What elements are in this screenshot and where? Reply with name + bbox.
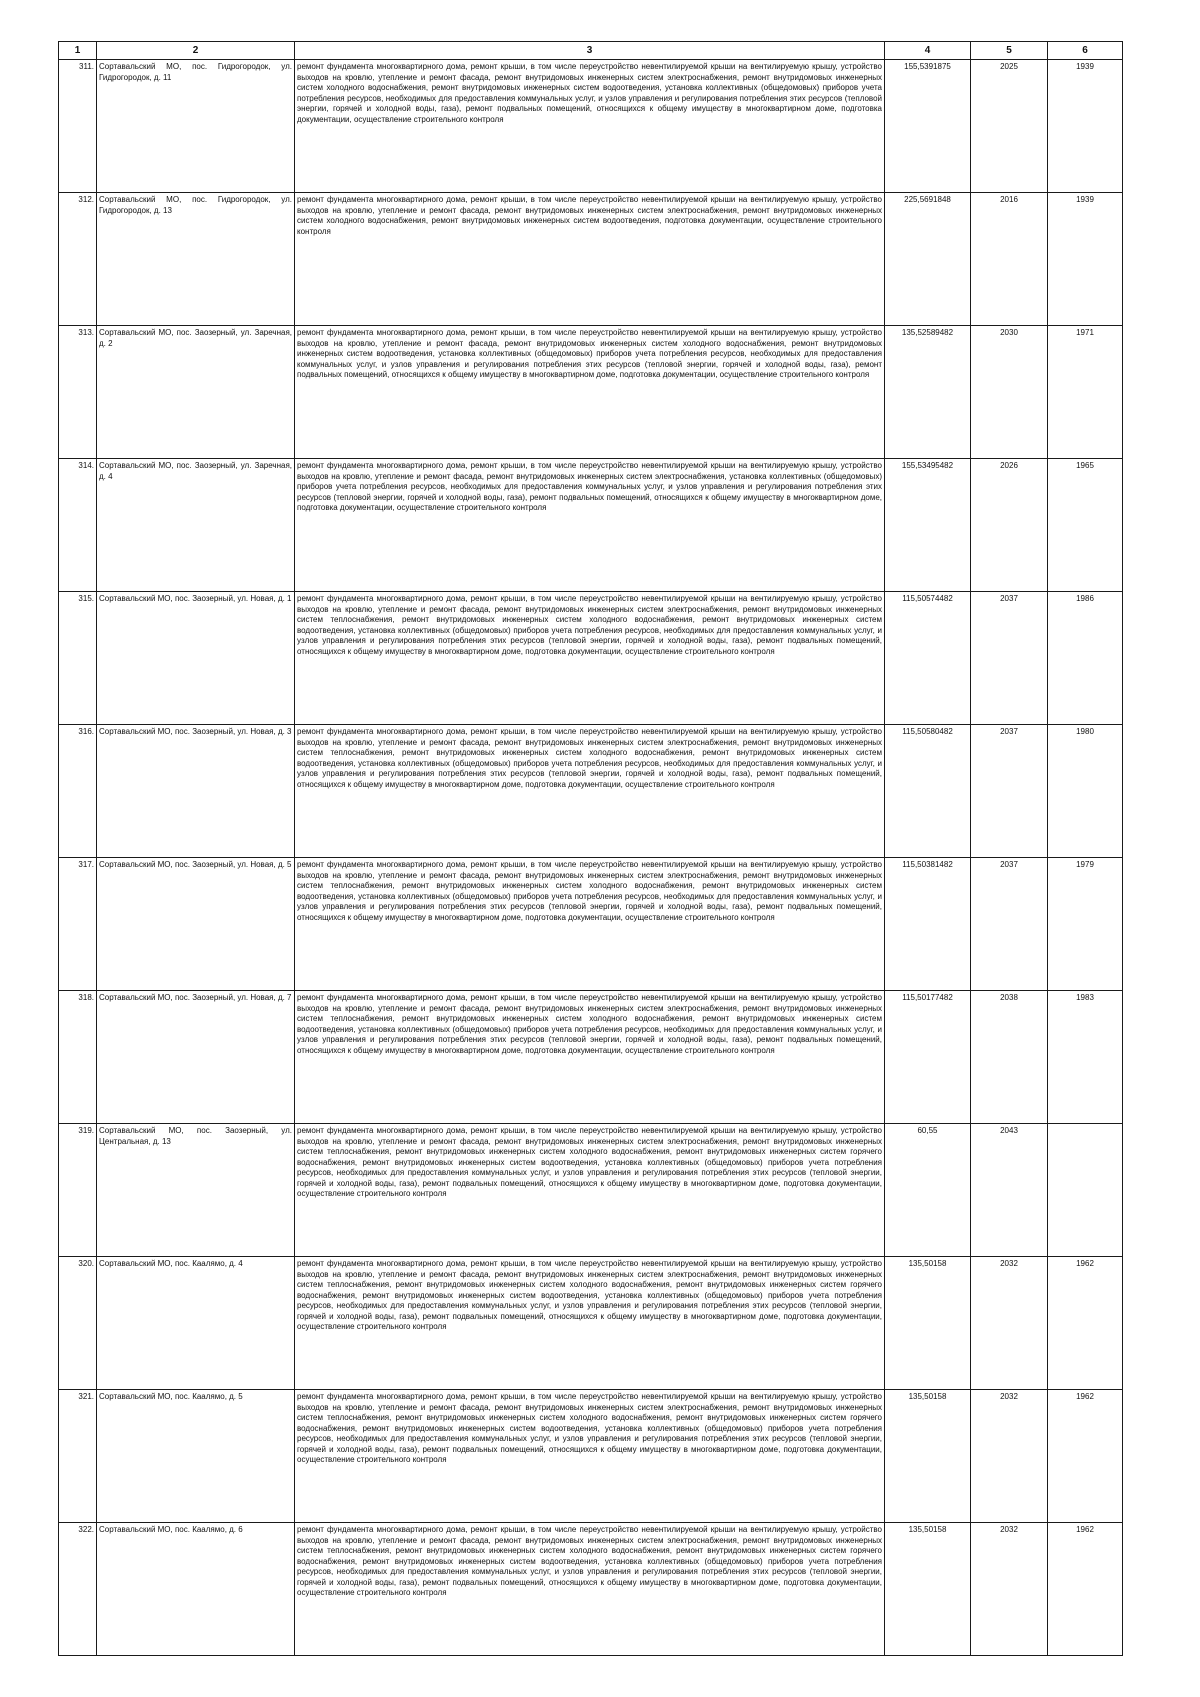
table-row <box>59 1390 1123 1523</box>
year-cell: 2032 <box>971 1390 1048 1523</box>
row-number: 318. <box>59 991 97 1124</box>
works-cell: ремонт фундамента многоквартирного дома, ремонт крыши, в том числе переустройство невентилируемой крыши на вентилируемую крышу, устройство выходов на кровлю, утепление и ремонт фасада, ремонт внутридомовых инженерных систем электроснабжения, ремонт внутридомовых инженерных систем теплоснабжения, ремонт внутридомовых инженерных систем холодного водоснабжения, ремонт внутридомовых инженерных систем горячего водоснабжения, ремонт внутридомовых инженерных систем водоотведения, установка коллективных (общедомовых) приборов учета потребления ресурсов, необходимых для предоставления коммунальных услуг, и узлов управления и регулирования потребления этих ресурсов (тепловой энергии, горячей и холодной воды, газа), ремонт подвальных помещений, относящихся к общему имуществу в многоквартирном доме, подготовка документации, осуществление строительного контроля <box>295 1257 885 1390</box>
row-number: 315. <box>59 592 97 725</box>
address-cell: Сортавальский МО, пос. Заозерный, ул. Новая, д. 1 <box>97 592 295 725</box>
address-cell: Сортавальский МО, пос. Каалямо, д. 6 <box>97 1523 295 1656</box>
column-header-6: 6 <box>1048 42 1123 60</box>
value-cell: 60,55 <box>885 1124 971 1257</box>
year-cell: 2037 <box>971 725 1048 858</box>
value-cell: 155,53495482 <box>885 459 971 592</box>
year-cell: 2043 <box>971 1124 1048 1257</box>
row-number: 311. <box>59 60 97 193</box>
value-cell: 115,50580482 <box>885 725 971 858</box>
year-cell: 2038 <box>971 991 1048 1124</box>
built-year-cell: 1962 <box>1048 1523 1123 1656</box>
row-number: 319. <box>59 1124 97 1257</box>
table-row <box>59 60 1123 193</box>
year-cell: 2032 <box>971 1523 1048 1656</box>
program-table <box>58 41 1123 1656</box>
address-cell: Сортавальский МО, пос. Заозерный, ул. Новая, д. 3 <box>97 725 295 858</box>
address-cell: Сортавальский МО, пос. Заозерный, ул. Новая, д. 5 <box>97 858 295 991</box>
built-year-cell: 1962 <box>1048 1390 1123 1523</box>
table-row <box>59 193 1123 326</box>
year-cell: 2026 <box>971 459 1048 592</box>
works-cell: ремонт фундамента многоквартирного дома, ремонт крыши, в том числе переустройство невентилируемой крыши на вентилируемую крышу, устройство выходов на кровлю, утепление и ремонт фасада, ремонт внутридомовых инженерных систем электроснабжения, ремонт внутридомовых инженерных систем теплоснабжения, ремонт внутридомовых инженерных систем холодного водоснабжения, ремонт внутридомовых инженерных систем водоотведения, установка коллективных (общедомовых) приборов учета потребления ресурсов, необходимых для предоставления коммунальных услуг, и узлов управления и регулирования потребления этих ресурсов (тепловой энергии, горячей и холодной воды, газа), ремонт подвальных помещений, относящихся к общему имуществу в многоквартирном доме, подготовка документации, осуществление строительного контроля <box>295 592 885 725</box>
built-year-cell: 1965 <box>1048 459 1123 592</box>
column-header-1: 1 <box>59 42 97 60</box>
works-cell: ремонт фундамента многоквартирного дома, ремонт крыши, в том числе переустройство невентилируемой крыши на вентилируемую крышу, устройство выходов на кровлю, утепление и ремонт фасада, ремонт внутридомовых инженерных систем электроснабжения, ремонт внутридомовых инженерных систем теплоснабжения, ремонт внутридомовых инженерных систем холодного водоснабжения, ремонт внутридомовых инженерных систем водоотведения, установка коллективных (общедомовых) приборов учета потребления ресурсов, необходимых для предоставления коммунальных услуг, и узлов управления и регулирования потребления этих ресурсов (тепловой энергии, горячей и холодной воды, газа), ремонт подвальных помещений, относящихся к общему имуществу в многоквартирном доме, подготовка документации, осуществление строительного контроля <box>295 725 885 858</box>
year-cell: 2025 <box>971 60 1048 193</box>
address-cell: Сортавальский МО, пос. Заозерный, ул. Центральная, д. 13 <box>97 1124 295 1257</box>
works-cell: ремонт фундамента многоквартирного дома, ремонт крыши, в том числе переустройство невентилируемой крыши на вентилируемую крышу, устройство выходов на кровлю, утепление и ремонт фасада, ремонт внутридомовых инженерных систем электроснабжения, ремонт внутридомовых инженерных систем теплоснабжения, ремонт внутридомовых инженерных систем холодного водоснабжения, ремонт внутридомовых инженерных систем горячего водоснабжения, ремонт внутридомовых инженерных систем водоотведения, установка коллективных (общедомовых) приборов учета потребления ресурсов, необходимых для предоставления коммунальных услуг, и узлов управления и регулирования потребления этих ресурсов (тепловой энергии, горячей и холодной воды, газа), ремонт подвальных помещений, относящихся к общему имуществу в многоквартирном доме, подготовка документации, осуществление строительного контроля <box>295 1124 885 1257</box>
row-number: 321. <box>59 1390 97 1523</box>
works-cell: ремонт фундамента многоквартирного дома, ремонт крыши, в том числе переустройство невентилируемой крыши на вентилируемую крышу, устройство выходов на кровлю, утепление и ремонт фасада, ремонт внутридомовых инженерных систем электроснабжения, ремонт внутридомовых инженерных систем теплоснабжения, ремонт внутридомовых инженерных систем холодного водоснабжения, ремонт внутридомовых инженерных систем водоотведения, установка коллективных (общедомовых) приборов учета потребления ресурсов, необходимых для предоставления коммунальных услуг, и узлов управления и регулирования потребления этих ресурсов (тепловой энергии, горячей и холодной воды, газа), ремонт подвальных помещений, относящихся к общему имуществу в многоквартирном доме, подготовка документации, осуществление строительного контроля <box>295 991 885 1124</box>
built-year-cell: 1980 <box>1048 725 1123 858</box>
value-cell: 115,50177482 <box>885 991 971 1124</box>
row-number: 316. <box>59 725 97 858</box>
year-cell: 2037 <box>971 592 1048 725</box>
works-cell: ремонт фундамента многоквартирного дома, ремонт крыши, в том числе переустройство невентилируемой крыши на вентилируемую крышу, устройство выходов на кровлю, утепление и ремонт фасада, ремонт внутридомовых инженерных систем холодного водоснабжения, ремонт внутридомовых инженерных систем водоотведения, установка коллективных (общедомовых) приборов учета потребления ресурсов, необходимых для предоставления коммунальных услуг, и узлов управления и регулирования потребления этих ресурсов (тепловой энергии, горячей и холодной воды, газа), ремонт подвальных помещений, относящихся к общему имуществу в многоквартирном доме, подготовка документации, осуществление строительного контроля <box>295 326 885 459</box>
built-year-cell: 1983 <box>1048 991 1123 1124</box>
table-row <box>59 991 1123 1124</box>
value-cell: 115,50574482 <box>885 592 971 725</box>
built-year-cell: 1986 <box>1048 592 1123 725</box>
works-cell: ремонт фундамента многоквартирного дома, ремонт крыши, в том числе переустройство невентилируемой крыши на вентилируемую крышу, устройство выходов на кровлю, утепление и ремонт фасада, ремонт внутридомовых инженерных систем электроснабжения, ремонт внутридомовых инженерных систем теплоснабжения, ремонт внутридомовых инженерных систем холодного водоснабжения, ремонт внутридомовых инженерных систем горячего водоснабжения, ремонт внутридомовых инженерных систем водоотведения, установка коллективных (общедомовых) приборов учета потребления ресурсов, необходимых для предоставления коммунальных услуг, и узлов управления и регулирования потребления этих ресурсов (тепловой энергии, горячей и холодной воды, газа), ремонт подвальных помещений, относящихся к общему имуществу в многоквартирном доме, подготовка документации, осуществление строительного контроля <box>295 1390 885 1523</box>
works-cell: ремонт фундамента многоквартирного дома, ремонт крыши, в том числе переустройство невентилируемой крыши на вентилируемую крышу, устройство выходов на кровлю, утепление и ремонт фасада, ремонт внутридомовых инженерных систем электроснабжения, ремонт внутридомовых инженерных систем холодного водоснабжения, ремонт внутридомовых инженерных систем водоотведения, установка коллективных (общедомовых) приборов учета потребления ресурсов, необходимых для предоставления коммунальных услуг, и узлов управления и регулирования потребления этих ресурсов (тепловой энергии, горячей и холодной воды, газа), ремонт подвальных помещений, относящихся к общему имуществу в многоквартирном доме, подготовка документации, осуществление строительного контроля <box>295 60 885 193</box>
built-year-cell <box>1048 1124 1123 1257</box>
value-cell: 225,5691848 <box>885 193 971 326</box>
row-number: 313. <box>59 326 97 459</box>
value-cell: 155,5391875 <box>885 60 971 193</box>
year-cell: 2030 <box>971 326 1048 459</box>
address-cell: Сортавальский МО, пос. Каалямо, д. 5 <box>97 1390 295 1523</box>
table-row <box>59 725 1123 858</box>
row-number: 317. <box>59 858 97 991</box>
works-cell: ремонт фундамента многоквартирного дома, ремонт крыши, в том числе переустройство невентилируемой крыши на вентилируемую крышу, устройство выходов на кровлю, утепление и ремонт фасада, ремонт внутридомовых инженерных систем электроснабжения, ремонт внутридомовых инженерных систем холодного водоснабжения, ремонт внутридомовых инженерных систем водоотведения, подготовка документации, осуществление строительного контроля <box>295 193 885 326</box>
value-cell: 135,50158 <box>885 1390 971 1523</box>
value-cell: 135,50158 <box>885 1523 971 1656</box>
year-cell: 2032 <box>971 1257 1048 1390</box>
value-cell: 135,52589482 <box>885 326 971 459</box>
built-year-cell: 1939 <box>1048 60 1123 193</box>
column-header-2: 2 <box>97 42 295 60</box>
column-header-4: 4 <box>885 42 971 60</box>
row-number: 320. <box>59 1257 97 1390</box>
works-cell: ремонт фундамента многоквартирного дома, ремонт крыши, в том числе переустройство невентилируемой крыши на вентилируемую крышу, устройство выходов на кровлю, утепление и ремонт фасада, ремонт внутридомовых инженерных систем электроснабжения, ремонт внутридомовых инженерных систем теплоснабжения, ремонт внутридомовых инженерных систем холодного водоснабжения, ремонт внутридомовых инженерных систем водоотведения, установка коллективных (общедомовых) приборов учета потребления ресурсов, необходимых для предоставления коммунальных услуг, и узлов управления и регулирования потребления этих ресурсов (тепловой энергии, горячей и холодной воды, газа), ремонт подвальных помещений, относящихся к общему имуществу в многоквартирном доме, подготовка документации, осуществление строительного контроля <box>295 858 885 991</box>
address-cell: Сортавальский МО, пос. Каалямо, д. 4 <box>97 1257 295 1390</box>
value-cell: 115,50381482 <box>885 858 971 991</box>
table-row <box>59 1523 1123 1656</box>
built-year-cell: 1971 <box>1048 326 1123 459</box>
table-row <box>59 459 1123 592</box>
year-cell: 2016 <box>971 193 1048 326</box>
address-cell: Сортавальский МО, пос. Заозерный, ул. Новая, д. 7 <box>97 991 295 1124</box>
address-cell: Сортавальский МО, пос. Заозерный, ул. Заречная, д. 2 <box>97 326 295 459</box>
header-row <box>59 42 1123 60</box>
row-number: 312. <box>59 193 97 326</box>
works-cell: ремонт фундамента многоквартирного дома, ремонт крыши, в том числе переустройство невентилируемой крыши на вентилируемую крышу, устройство выходов на кровлю, утепление и ремонт фасада, ремонт внутридомовых инженерных систем электроснабжения, ремонт внутридомовых инженерных систем теплоснабжения, ремонт внутридомовых инженерных систем холодного водоснабжения, ремонт внутридомовых инженерных систем горячего водоснабжения, ремонт внутридомовых инженерных систем водоотведения, установка коллективных (общедомовых) приборов учета потребления ресурсов, необходимых для предоставления коммунальных услуг, и узлов управления и регулирования потребления этих ресурсов (тепловой энергии, горячей и холодной воды, газа), ремонт подвальных помещений, относящихся к общему имуществу в многоквартирном доме, подготовка документации, осуществление строительного контроля <box>295 1523 885 1656</box>
built-year-cell: 1979 <box>1048 858 1123 991</box>
table-row <box>59 1124 1123 1257</box>
table-body <box>59 60 1123 1656</box>
table-row <box>59 858 1123 991</box>
year-cell: 2037 <box>971 858 1048 991</box>
address-cell: Сортавальский МО, пос. Заозерный, ул. Заречная, д. 4 <box>97 459 295 592</box>
column-header-3: 3 <box>295 42 885 60</box>
built-year-cell: 1939 <box>1048 193 1123 326</box>
row-number: 314. <box>59 459 97 592</box>
value-cell: 135,50158 <box>885 1257 971 1390</box>
table-row <box>59 1257 1123 1390</box>
table-row <box>59 592 1123 725</box>
row-number: 322. <box>59 1523 97 1656</box>
table-row <box>59 326 1123 459</box>
address-cell: Сортавальский МО, пос. Гидрогородок, ул. Гидрогородок, д. 11 <box>97 60 295 193</box>
works-cell: ремонт фундамента многоквартирного дома, ремонт крыши, в том числе переустройство невентилируемой крыши на вентилируемую крышу, устройство выходов на кровлю, утепление и ремонт фасада, ремонт внутридомовых инженерных систем электроснабжения, установка коллективных (общедомовых) приборов учета потребления ресурсов, необходимых для предоставления коммунальных услуг, и узлов управления и регулирования потребления этих ресурсов (тепловой энергии, горячей и холодной воды, газа), ремонт подвальных помещений, относящихся к общему имуществу в многоквартирном доме, подготовка документации, осуществление строительного контроля <box>295 459 885 592</box>
column-header-5: 5 <box>971 42 1048 60</box>
address-cell: Сортавальский МО, пос. Гидрогородок, ул. Гидрогородок, д. 13 <box>97 193 295 326</box>
built-year-cell: 1962 <box>1048 1257 1123 1390</box>
